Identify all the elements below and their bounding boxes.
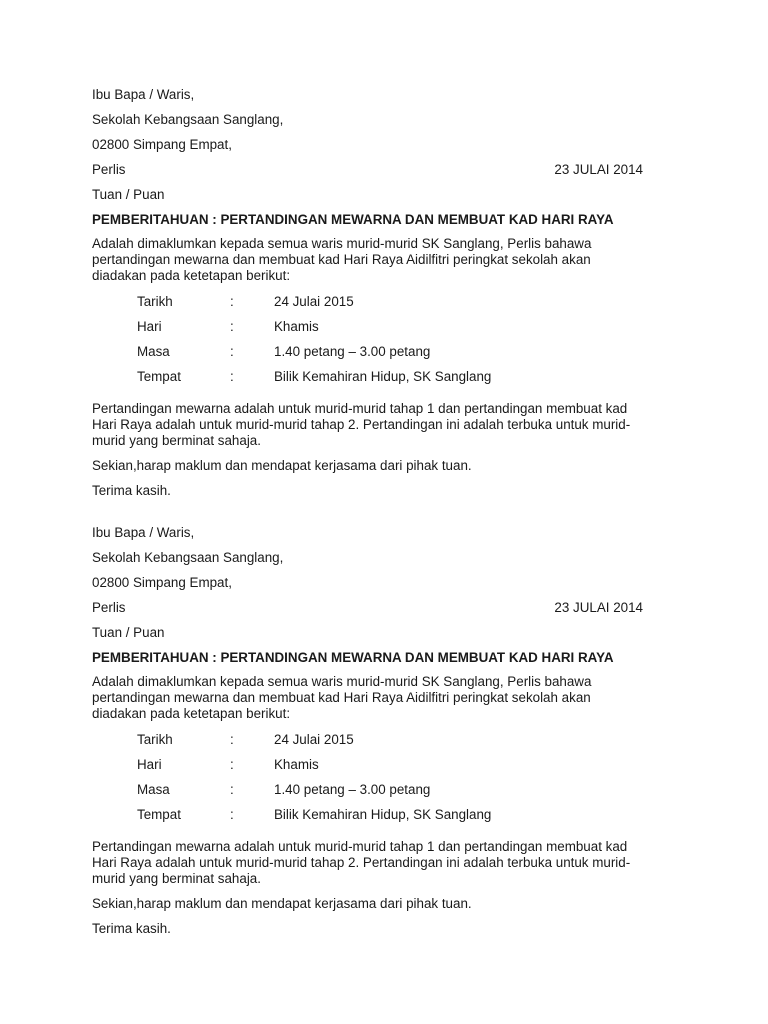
detail-row-day: [137, 756, 491, 781]
thanks-line: Terima kasih.: [92, 483, 171, 498]
closing-line: Sekian,harap maklum dan mendapat kerjasama dari pihak tuan.: [92, 896, 472, 911]
body-paragraph: [92, 401, 662, 449]
letter-date: 23 JULAI 2014: [554, 162, 643, 177]
address-line-1: Sekolah Kebangsaan Sanglang,: [92, 112, 284, 127]
detail-colon: :: [230, 319, 234, 334]
state-text: Perlis: [92, 162, 126, 177]
intro-line: diadakan pada ketetapan berikut:: [92, 706, 291, 721]
detail-colon: :: [230, 294, 234, 309]
detail-label: Hari: [137, 757, 162, 772]
detail-label: Tempat: [137, 369, 181, 384]
body-line: Hari Raya adalah untuk murid-murid tahap 2. Pertandingan ini adalah terbuka untuk murid-: [92, 417, 631, 432]
body-line: Pertandingan mewarna adalah untuk murid-murid tahap 1 dan pertandingan membuat kad: [92, 401, 628, 416]
detail-value: 1.40 petang – 3.00 petang: [274, 782, 431, 797]
letter-1: [92, 86, 662, 499]
letter-subject: PEMBERITAHUAN : PERTANDINGAN MEWARNA DAN MEMBUAT KAD HARI RAYA: [92, 212, 614, 227]
address-line-2: 02800 Simpang Empat,: [92, 137, 232, 152]
state-date-line: [92, 599, 643, 616]
detail-row-date: [137, 293, 491, 318]
detail-colon: :: [230, 782, 234, 797]
detail-label: Tarikh: [137, 294, 173, 309]
intro-line: pertandingan mewarna dan membuat kad Hari Raya Aidilfitri peringkat sekolah akan: [92, 690, 591, 705]
state-date-line: [92, 161, 643, 178]
letter-subject: PEMBERITAHUAN : PERTANDINGAN MEWARNA DAN MEMBUAT KAD HARI RAYA: [92, 650, 614, 665]
detail-label: Masa: [137, 344, 170, 359]
intro-line: Adalah dimaklumkan kepada semua waris murid-murid SK Sanglang, Perlis bahawa: [92, 236, 592, 251]
detail-value: 24 Julai 2015: [274, 294, 354, 309]
detail-row-date: [137, 731, 491, 756]
detail-colon: :: [230, 732, 234, 747]
intro-paragraph: [92, 236, 662, 284]
greeting: Tuan / Puan: [92, 187, 165, 202]
thanks-line: Terima kasih.: [92, 921, 171, 936]
closing-line: Sekian,harap maklum dan mendapat kerjasama dari pihak tuan.: [92, 458, 472, 473]
detail-colon: :: [230, 757, 234, 772]
event-details-table: [137, 293, 491, 393]
detail-colon: :: [230, 344, 234, 359]
address-line-2: 02800 Simpang Empat,: [92, 575, 232, 590]
body-line: murid yang berminat sahaja.: [92, 433, 261, 448]
address-line-1: Sekolah Kebangsaan Sanglang,: [92, 550, 284, 565]
body-line: Hari Raya adalah untuk murid-murid tahap 2. Pertandingan ini adalah terbuka untuk murid-: [92, 855, 631, 870]
intro-line: Adalah dimaklumkan kepada semua waris murid-murid SK Sanglang, Perlis bahawa: [92, 674, 592, 689]
detail-value: Khamis: [274, 757, 319, 772]
detail-value: Bilik Kemahiran Hidup, SK Sanglang: [274, 807, 492, 822]
detail-label: Hari: [137, 319, 162, 334]
recipient-line: Ibu Bapa / Waris,: [92, 87, 195, 102]
intro-line: pertandingan mewarna dan membuat kad Hari Raya Aidilfitri peringkat sekolah akan: [92, 252, 591, 267]
detail-label: Masa: [137, 782, 170, 797]
detail-label: Tarikh: [137, 732, 173, 747]
detail-value: 24 Julai 2015: [274, 732, 354, 747]
recipient-line: Ibu Bapa / Waris,: [92, 525, 195, 540]
detail-row-time: [137, 781, 491, 806]
body-paragraph: [92, 839, 662, 887]
body-line: murid yang berminat sahaja.: [92, 871, 261, 886]
body-line: Pertandingan mewarna adalah untuk murid-murid tahap 1 dan pertandingan membuat kad: [92, 839, 628, 854]
greeting: Tuan / Puan: [92, 625, 165, 640]
detail-row-place: [137, 806, 491, 831]
detail-value: Khamis: [274, 319, 319, 334]
state-text: Perlis: [92, 600, 126, 615]
detail-label: Tempat: [137, 807, 181, 822]
intro-paragraph: [92, 674, 662, 722]
letter-date: 23 JULAI 2014: [554, 600, 643, 615]
detail-row-time: [137, 343, 491, 368]
detail-colon: :: [230, 369, 234, 384]
detail-value: 1.40 petang – 3.00 petang: [274, 344, 431, 359]
event-details-table: [137, 731, 491, 831]
intro-line: diadakan pada ketetapan berikut:: [92, 268, 291, 283]
detail-row-place: [137, 368, 491, 393]
detail-row-day: [137, 318, 491, 343]
letter-2: [92, 524, 662, 937]
detail-value: Bilik Kemahiran Hidup, SK Sanglang: [274, 369, 492, 384]
detail-colon: :: [230, 807, 234, 822]
